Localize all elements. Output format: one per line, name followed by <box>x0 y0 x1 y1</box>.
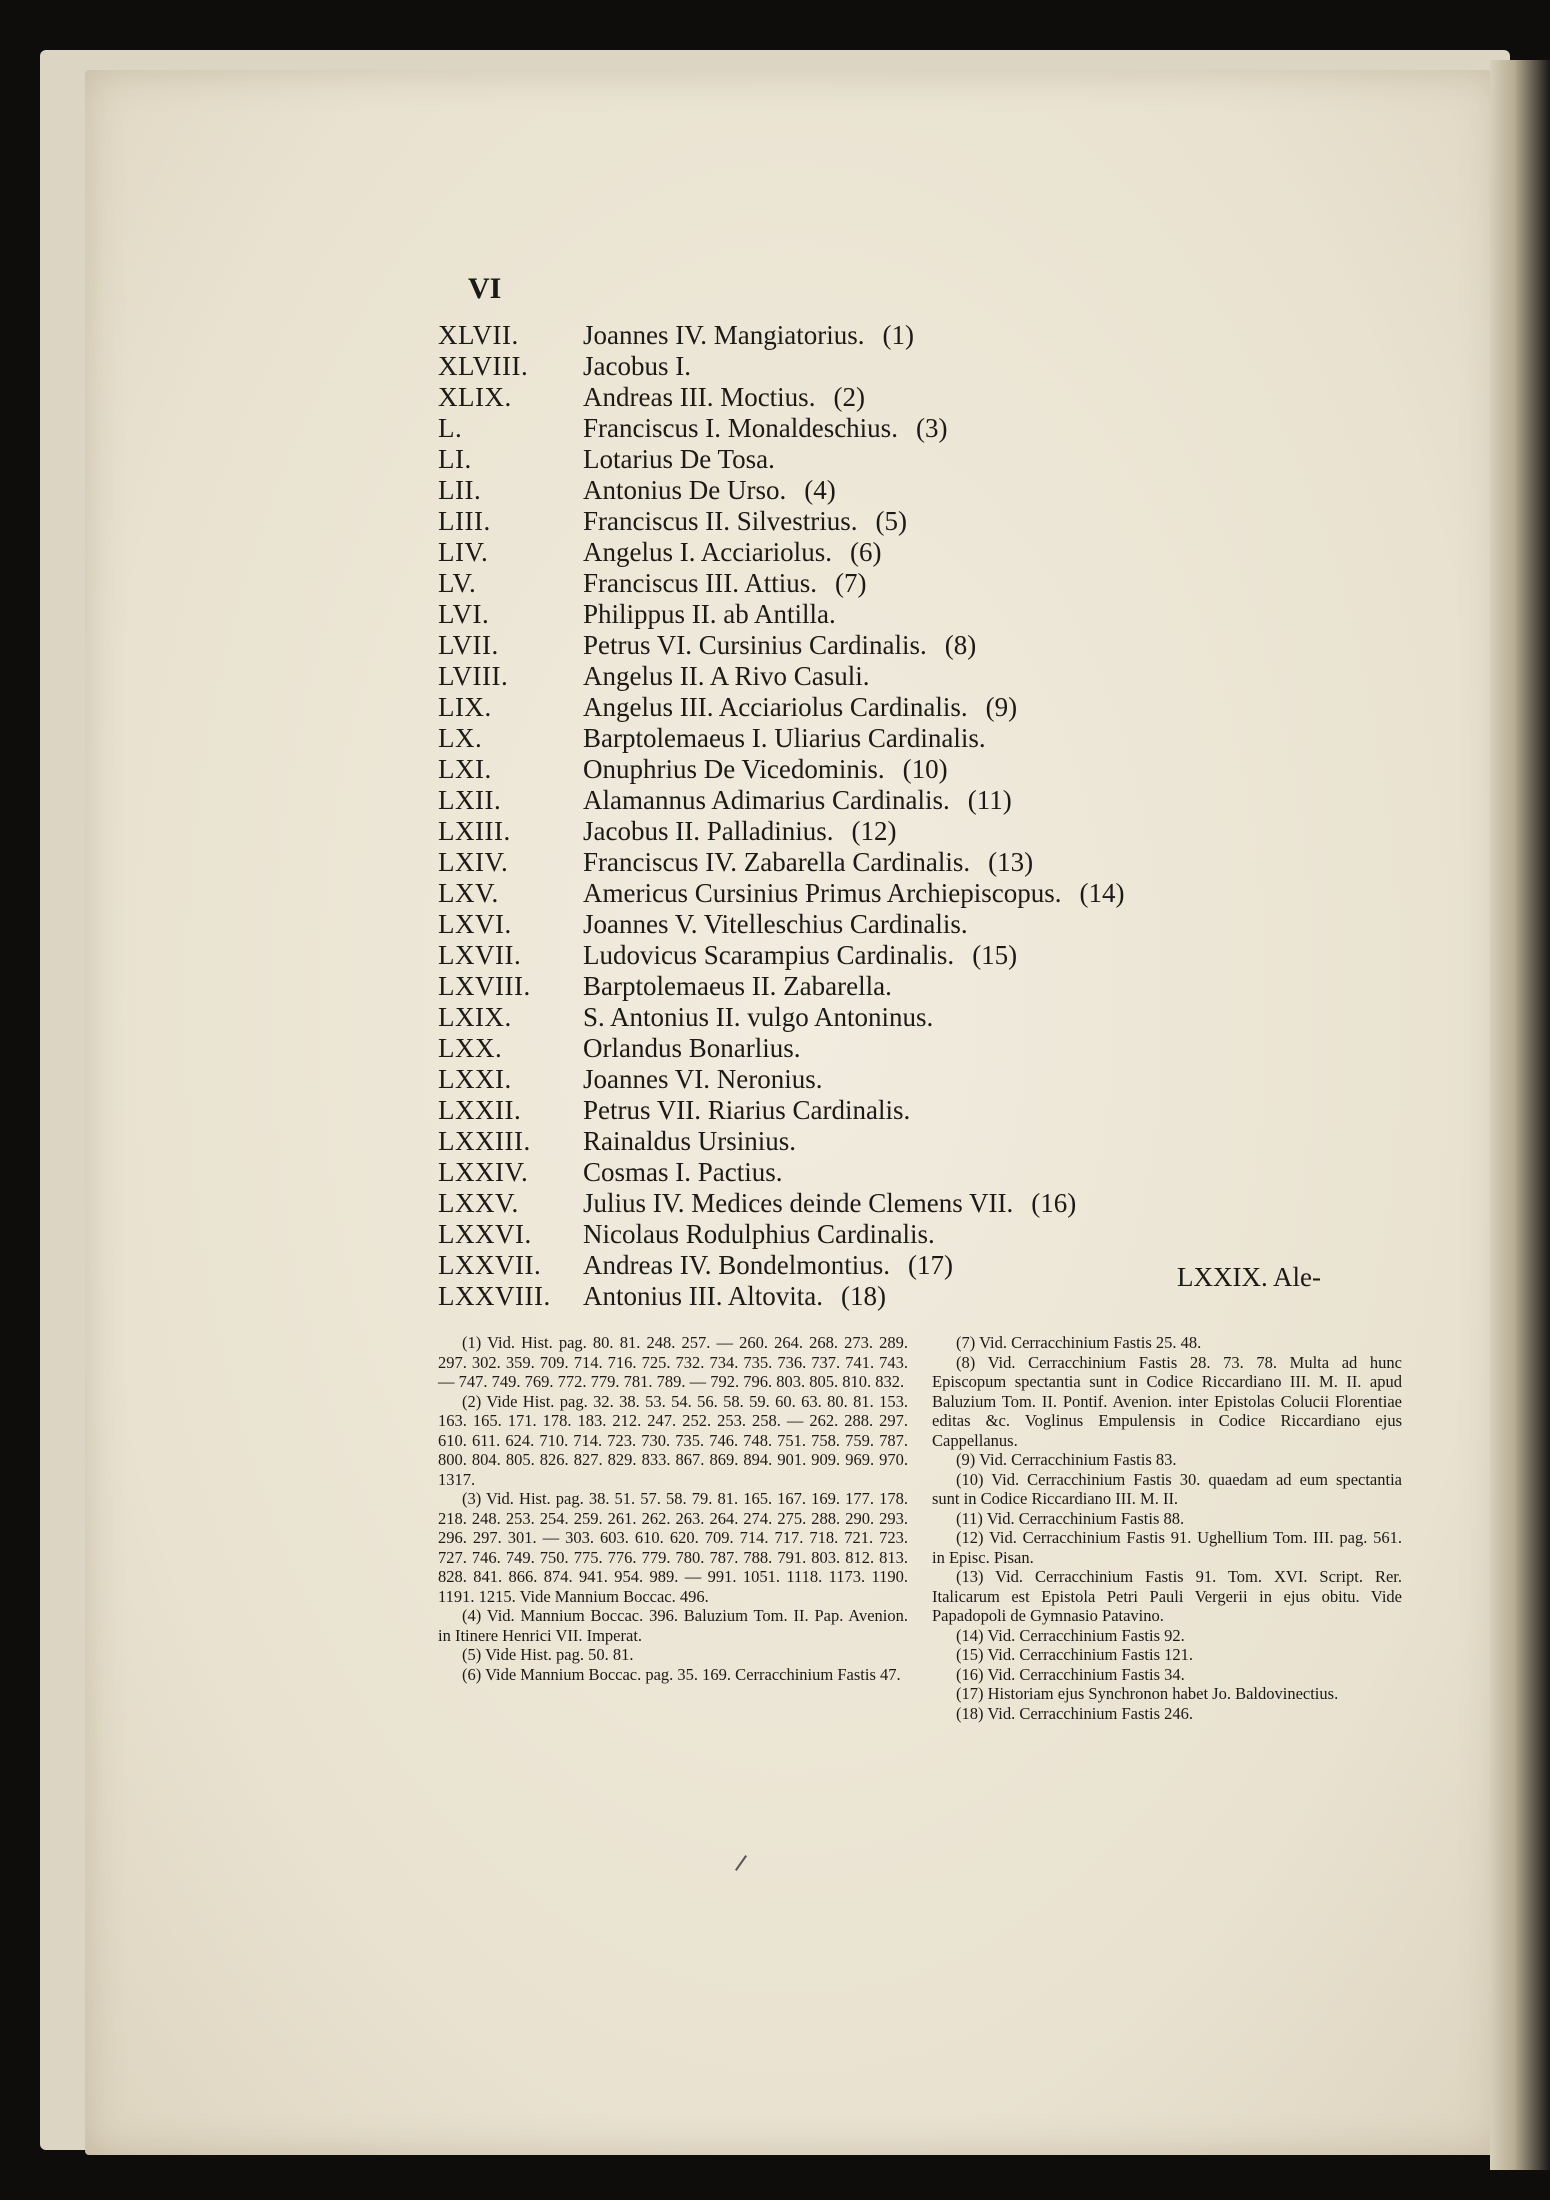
entry-name: Joannes IV. Mangiatorius. <box>583 320 865 350</box>
footnote-reference: (6) <box>849 537 882 567</box>
entry-name: Angelus III. Acciariolus Cardinalis. <box>583 692 968 722</box>
entry-number: LIV. <box>438 537 489 567</box>
footnote-reference: (3) <box>915 413 948 443</box>
entry-name: Philippus II. ab Antilla. <box>583 599 836 629</box>
entry-name: Andreas IV. Bondelmontius. <box>583 1250 890 1280</box>
entry-number: LXXVIII. <box>438 1281 551 1311</box>
entry-name: Julius IV. Medices deinde Clemens VII. <box>583 1188 1014 1218</box>
entry-name: Franciscus II. Silvestrius. <box>583 506 858 536</box>
footnote-reference: (9) <box>985 692 1018 722</box>
footnote-reference: (13) <box>988 847 1034 877</box>
list-entry <box>438 1157 1438 1188</box>
list-entry <box>438 661 1438 692</box>
footnote-reference: (12) <box>851 816 897 846</box>
footnotes-right-column <box>932 1333 1402 1723</box>
entry-name: Jacobus I. <box>583 351 691 381</box>
list-entry <box>438 847 1438 878</box>
entry-name: Alamannus Adimarius Cardinalis. <box>583 785 950 815</box>
entry-number: LXVI. <box>438 909 512 939</box>
entry-name: Nicolaus Rodulphius Cardinalis. <box>583 1219 935 1249</box>
entry-number: LXIII. <box>438 816 511 846</box>
list-entry <box>438 723 1438 754</box>
book-gutter <box>1490 60 1550 2170</box>
entry-number: LXXII. <box>438 1095 522 1125</box>
entry-name: Joannes VI. Neronius. <box>583 1064 823 1094</box>
footnote: (18) Vid. Cerracchinium Fastis 246. <box>956 1703 1194 1723</box>
list-entry <box>438 444 1438 475</box>
entry-number: XLVIII. <box>438 351 529 381</box>
entry-name: Angelus II. A Rivo Casuli. <box>583 661 870 691</box>
footnote: (2) Vide Hist. pag. 32. 38. 53. 54. 56. 58. 59. 60. 63. 80. 81. 153. 163. 165. 171. 178. 183. 212. 247. 252. 253. 258. — 262. 288. 297. 610. 611. 624. 710. 714. 723. 730. 735. 746. 748. 751. 758. 759. 787. 800. 804. 805. 826. 827. 829. 833. 867. 869. 894. 901. 909. 969. 970. 1317. <box>438 1391 908 1489</box>
list-entry <box>438 754 1438 785</box>
list-entry <box>438 320 1438 351</box>
entry-name: Antonius De Urso. <box>583 475 787 505</box>
footnote: (15) Vid. Cerracchinium Fastis 121. <box>956 1645 1194 1664</box>
entry-number: LXIX. <box>438 1002 512 1032</box>
footnote: (14) Vid. Cerracchinium Fastis 92. <box>956 1625 1185 1645</box>
list-entry <box>438 940 1438 971</box>
list-entry <box>438 599 1438 630</box>
footnote: (11) Vid. Cerracchinium Fastis 88. <box>956 1508 1185 1528</box>
entry-name: Franciscus I. Monaldeschius. <box>583 413 898 443</box>
footnote: (9) Vid. Cerracchinium Fastis 83. <box>956 1450 1177 1469</box>
footnote-reference: (7) <box>834 568 867 598</box>
footnote: (4) Vid. Mannium Boccac. 396. Baluzium Tom. II. Pap. Avenion. in Itinere Henrici VII. Imperat. <box>438 1606 908 1645</box>
list-entry <box>438 382 1438 413</box>
footnote-reference: (4) <box>804 475 836 505</box>
entry-name: Petrus VI. Cursinius Cardinalis. <box>583 630 927 660</box>
list-entry <box>438 1219 1438 1250</box>
list-entry <box>438 1002 1438 1033</box>
list-entry <box>438 1126 1438 1157</box>
entry-name: Franciscus IV. Zabarella Cardinalis. <box>583 847 971 877</box>
footnote: (13) Vid. Cerracchinium Fastis 91. Tom. XVI. Script. Rer. Italicarum est Epistola Petri Pauli Vergerii in ejus obitu. Vide Papadopoli de Gymnasio Patavino. <box>932 1567 1402 1625</box>
list-entry <box>438 692 1438 723</box>
entry-number: LII. <box>438 475 482 505</box>
entry-number: LXXVII. <box>438 1250 542 1280</box>
entry-number: LXX. <box>438 1033 503 1063</box>
footnote: (3) Vid. Hist. pag. 38. 51. 57. 58. 79. 81. 165. 167. 169. 177. 178. 218. 248. 253. 254. 259. 261. 262. 263. 264. 274. 275. 288. 290. 293. 296. 297. 301. — 303. 603. 610. 620. 709. 714. 717. 718. 721. 723. 727. 746. 749. 750. 775. 776. 779. 780. 787. 788. 791. 803. 812. 813. 828. 841. 866. 874. 941. 954. 989. — 991. 1051. 1118. 1173. 1190. 1191. 1215. Vide Mannium Boccac. 496. <box>438 1489 908 1606</box>
entry-number: LVIII. <box>438 661 509 691</box>
footnote: (6) Vide Mannium Boccac. pag. 35. 169. Cerracchinium Fastis 47. <box>462 1664 901 1684</box>
entry-name: Ludovicus Scarampius Cardinalis. <box>583 940 955 970</box>
footnote-reference: (2) <box>833 382 865 412</box>
footnote: (12) Vid. Cerracchinium Fastis 91. Ughellium Tom. III. pag. 561. in Episc. Pisan. <box>932 1528 1402 1567</box>
entry-name: Petrus VII. Riarius Cardinalis. <box>583 1095 911 1125</box>
list-entry <box>438 878 1438 909</box>
catchword: LXXIX. Ale- <box>1177 1262 1321 1292</box>
entry-number: LXV. <box>438 878 499 908</box>
footnote-reference: (5) <box>875 506 907 536</box>
entry-number: LXII. <box>438 785 502 815</box>
list-entry <box>438 971 1438 1002</box>
list-entry <box>438 413 1438 444</box>
entry-number: L. <box>438 413 463 443</box>
entry-number: LXXIV. <box>438 1157 529 1187</box>
entry-number: LXI. <box>438 754 492 784</box>
footnote-reference: (11) <box>967 785 1012 815</box>
footnote-reference: (16) <box>1031 1188 1077 1218</box>
entry-number: LIII. <box>438 506 491 536</box>
footnote-reference: (10) <box>902 754 948 784</box>
footnote: (1) Vid. Hist. pag. 80. 81. 248. 257. — 260. 264. 268. 273. 289. 297. 302. 359. 709. 714. 716. 725. 732. 734. 735. 736. 737. 741. 743. — 747. 749. 769. 772. 779. 781. 789. — 792. 796. 803. 805. 810. 832. <box>438 1333 908 1391</box>
list-entry <box>438 630 1438 661</box>
list-entry <box>438 351 1438 382</box>
entry-name: Barptolemaeus II. Zabarella. <box>583 971 892 1001</box>
bishop-list <box>438 320 1438 1312</box>
list-entry <box>438 816 1438 847</box>
footnote-reference: (8) <box>944 630 977 660</box>
footnote: (10) Vid. Cerracchinium Fastis 30. quaedam ad eum spectantia sunt in Codice Riccardiano III. M. II. <box>932 1469 1402 1508</box>
list-entry <box>438 568 1438 599</box>
entry-number: LXXV. <box>438 1188 519 1218</box>
entry-name: Lotarius De Tosa. <box>583 444 775 474</box>
footnote: (17) Historiam ejus Synchronon habet Jo. Baldovinectius. <box>956 1684 1339 1703</box>
list-entry <box>438 1188 1438 1219</box>
entry-number: XLVII. <box>438 320 519 350</box>
entry-name: Franciscus III. Attius. <box>583 568 817 598</box>
entry-name: Jacobus II. Palladinius. <box>583 816 834 846</box>
list-entry <box>438 475 1438 506</box>
entry-number: LI. <box>438 444 472 474</box>
list-entry <box>438 1064 1438 1095</box>
list-entry <box>438 537 1438 568</box>
entry-number: LXVII. <box>438 940 522 970</box>
footnote-reference: (14) <box>1079 878 1125 908</box>
list-entry <box>438 785 1438 816</box>
entry-number: LX. <box>438 723 483 753</box>
entry-number: LV. <box>438 568 477 598</box>
entry-number: LXXVI. <box>438 1219 532 1249</box>
entry-name: Angelus I. Acciariolus. <box>583 537 832 567</box>
footnotes-left-column <box>438 1333 908 1684</box>
footnote-reference: (17) <box>907 1250 953 1280</box>
entry-name: Barptolemaeus I. Uliarius Cardinalis. <box>583 723 986 753</box>
entry-number: LXXI. <box>438 1064 512 1094</box>
footnote: (8) Vid. Cerracchinium Fastis 28. 73. 78. Multa ad hunc Episcopum spectantia sunt in Codice Riccardiano III. M. II. apud Baluzium Tom. II. Pontif. Avenion. inter Epistolas Colucii Florentiae editas &c. Voglinus Empulensis in Codice Riccardiano ejus Cappellanus. <box>932 1352 1402 1450</box>
entry-name: Rainaldus Ursinius. <box>583 1126 796 1156</box>
list-entry <box>438 1095 1438 1126</box>
footnote-reference: (18) <box>840 1281 886 1311</box>
entry-name: Americus Cursinius Primus Archiepiscopus. <box>583 878 1062 908</box>
entry-name: Antonius III. Altovita. <box>583 1281 823 1311</box>
entry-number: LIX. <box>438 692 492 722</box>
footnote-reference: (15) <box>972 940 1018 970</box>
list-entry <box>438 909 1438 940</box>
footnote: (5) Vide Hist. pag. 50. 81. <box>462 1645 634 1664</box>
entry-number: LXVIII. <box>438 971 531 1001</box>
page-number: VI <box>468 272 502 305</box>
entry-number: XLIX. <box>438 382 512 412</box>
footnote-reference: (1) <box>882 320 914 350</box>
entry-name: Andreas III. Moctius. <box>583 382 816 412</box>
footnote: (16) Vid. Cerracchinium Fastis 34. <box>956 1664 1185 1684</box>
entry-name: Orlandus Bonarlius. <box>583 1033 801 1063</box>
entry-name: Joannes V. Vitelleschius Cardinalis. <box>583 909 968 939</box>
footnote: (7) Vid. Cerracchinium Fastis 25. 48. <box>956 1333 1202 1352</box>
entry-name: Onuphrius De Vicedominis. <box>583 754 885 784</box>
entry-number: LVI. <box>438 599 490 629</box>
list-entry <box>438 1033 1438 1064</box>
entry-number: LXIV. <box>438 847 509 877</box>
entry-number: LXXIII. <box>438 1126 531 1156</box>
entry-name: Cosmas I. Pactius. <box>583 1157 783 1187</box>
list-entry <box>438 506 1438 537</box>
entry-number: LVII. <box>438 630 499 660</box>
entry-name: S. Antonius II. vulgo Antoninus. <box>583 1002 934 1032</box>
